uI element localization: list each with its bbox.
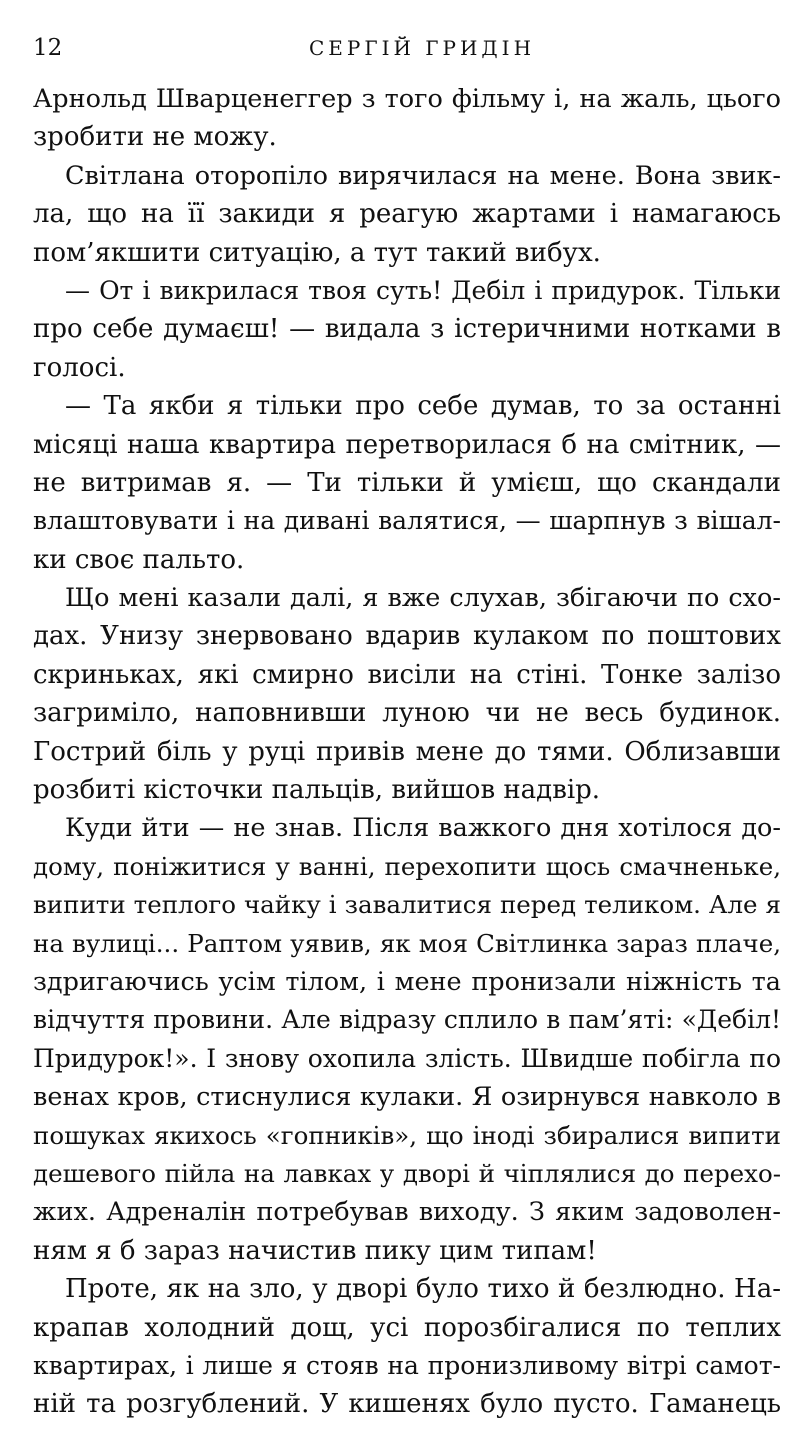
text-line: скриньках, які смирно висіли на стіні. Тонке залізо	[33, 659, 781, 690]
text-line: ній та розгублений. У кишенях було пусто. Гаманець	[33, 1389, 781, 1420]
page-number: 12	[33, 35, 63, 61]
text-line: дешевого пійла на лавках у дворі й чіплялися до перехо-	[33, 1158, 781, 1188]
text-line: — Та якби я тільки про себе думав, то за останні	[65, 391, 781, 422]
page-header	[33, 33, 781, 63]
text-line: пом’якшити ситуацію, а тут такий вибух.	[33, 237, 601, 268]
text-line: місяці наша квартира перетворилася б на смітник, —	[33, 429, 781, 460]
text-line: дому, поніжитися у ванні, перехопити щось смачненьке,	[33, 851, 781, 881]
text-line: ням я б зараз начистив пику цим типам!	[33, 1235, 597, 1266]
text-line: Придурок!». І знову охопила злість. Швидше побігла по	[33, 1043, 781, 1073]
text-line: ки своє пальто.	[33, 544, 245, 575]
text-line: загриміло, наповнивши луною чи не весь будинок.	[33, 698, 781, 729]
text-line: Куди йти — не знав. Після важкого дня хотілося до-	[65, 813, 781, 844]
running-title: СЕРГІЙ ГРИДІН	[308, 36, 536, 60]
text-line: голосі.	[33, 352, 126, 383]
text-line: на вулиці... Раптом уявив, як моя Світлинка зараз плаче,	[33, 928, 781, 958]
text-line: — От і викрилася твоя суть! Дебіл і придурок. Тільки	[65, 275, 781, 305]
text-line: не витримав я. — Ти тільки й умієш, що скандали	[33, 467, 781, 498]
text-line: зробити не можу.	[33, 122, 277, 153]
text-line: дах. Унизу знервовано вдарив кулаком по поштових	[33, 621, 781, 652]
text-line: влаштовувати і на дивані валятися, — шарпнув з вішал-	[33, 506, 781, 536]
text-line: квартирах, і лише я стояв на пронизливому вітрі самот-	[33, 1350, 781, 1380]
text-line: ла, що на її закиди я реагую жартами і намагаюсь	[33, 199, 781, 230]
text-line: пошуках якихось «гопників», що іноді збиралися випити	[33, 1120, 781, 1150]
text-line: Арнольд Шварценеггер з того фільму і, на жаль, цього	[33, 84, 781, 114]
text-line: крапав холодний дощ, усі порозбігалися по теплих	[33, 1312, 781, 1343]
text-line: Світлана оторопіло вирячилася на мене. Вона звик-	[65, 160, 781, 191]
text-line: венах кров, стиснулися кулаки. Я озирнувся навколо в	[33, 1082, 781, 1113]
text-line: про себе думаєш! — видала з істеричними нотками в	[33, 314, 781, 345]
text-line: Що мені казали далі, я вже слухав, збігаючи по схо-	[65, 583, 781, 614]
text-line: випити теплого чайку і завалитися перед теликом. Але я	[33, 890, 781, 920]
text-line: жих. Адреналін потребував виходу. З яким задоволен-	[33, 1197, 781, 1228]
text-line: відчуття провини. Але відразу сплило в пам’яті: «Дебіл!	[33, 1005, 781, 1035]
body-text	[33, 80, 781, 1424]
text-line: Проте, як на зло, у дворі було тихо й безлюдно. На-	[65, 1274, 781, 1305]
text-line: Гострий біль у руці привів мене до тями. Облизавши	[33, 736, 781, 767]
text-line: здригаючись усім тілом, і мене пронизали ніжність та	[33, 966, 781, 997]
text-line: розбиті кісточки пальців, вийшов надвір.	[33, 775, 601, 806]
